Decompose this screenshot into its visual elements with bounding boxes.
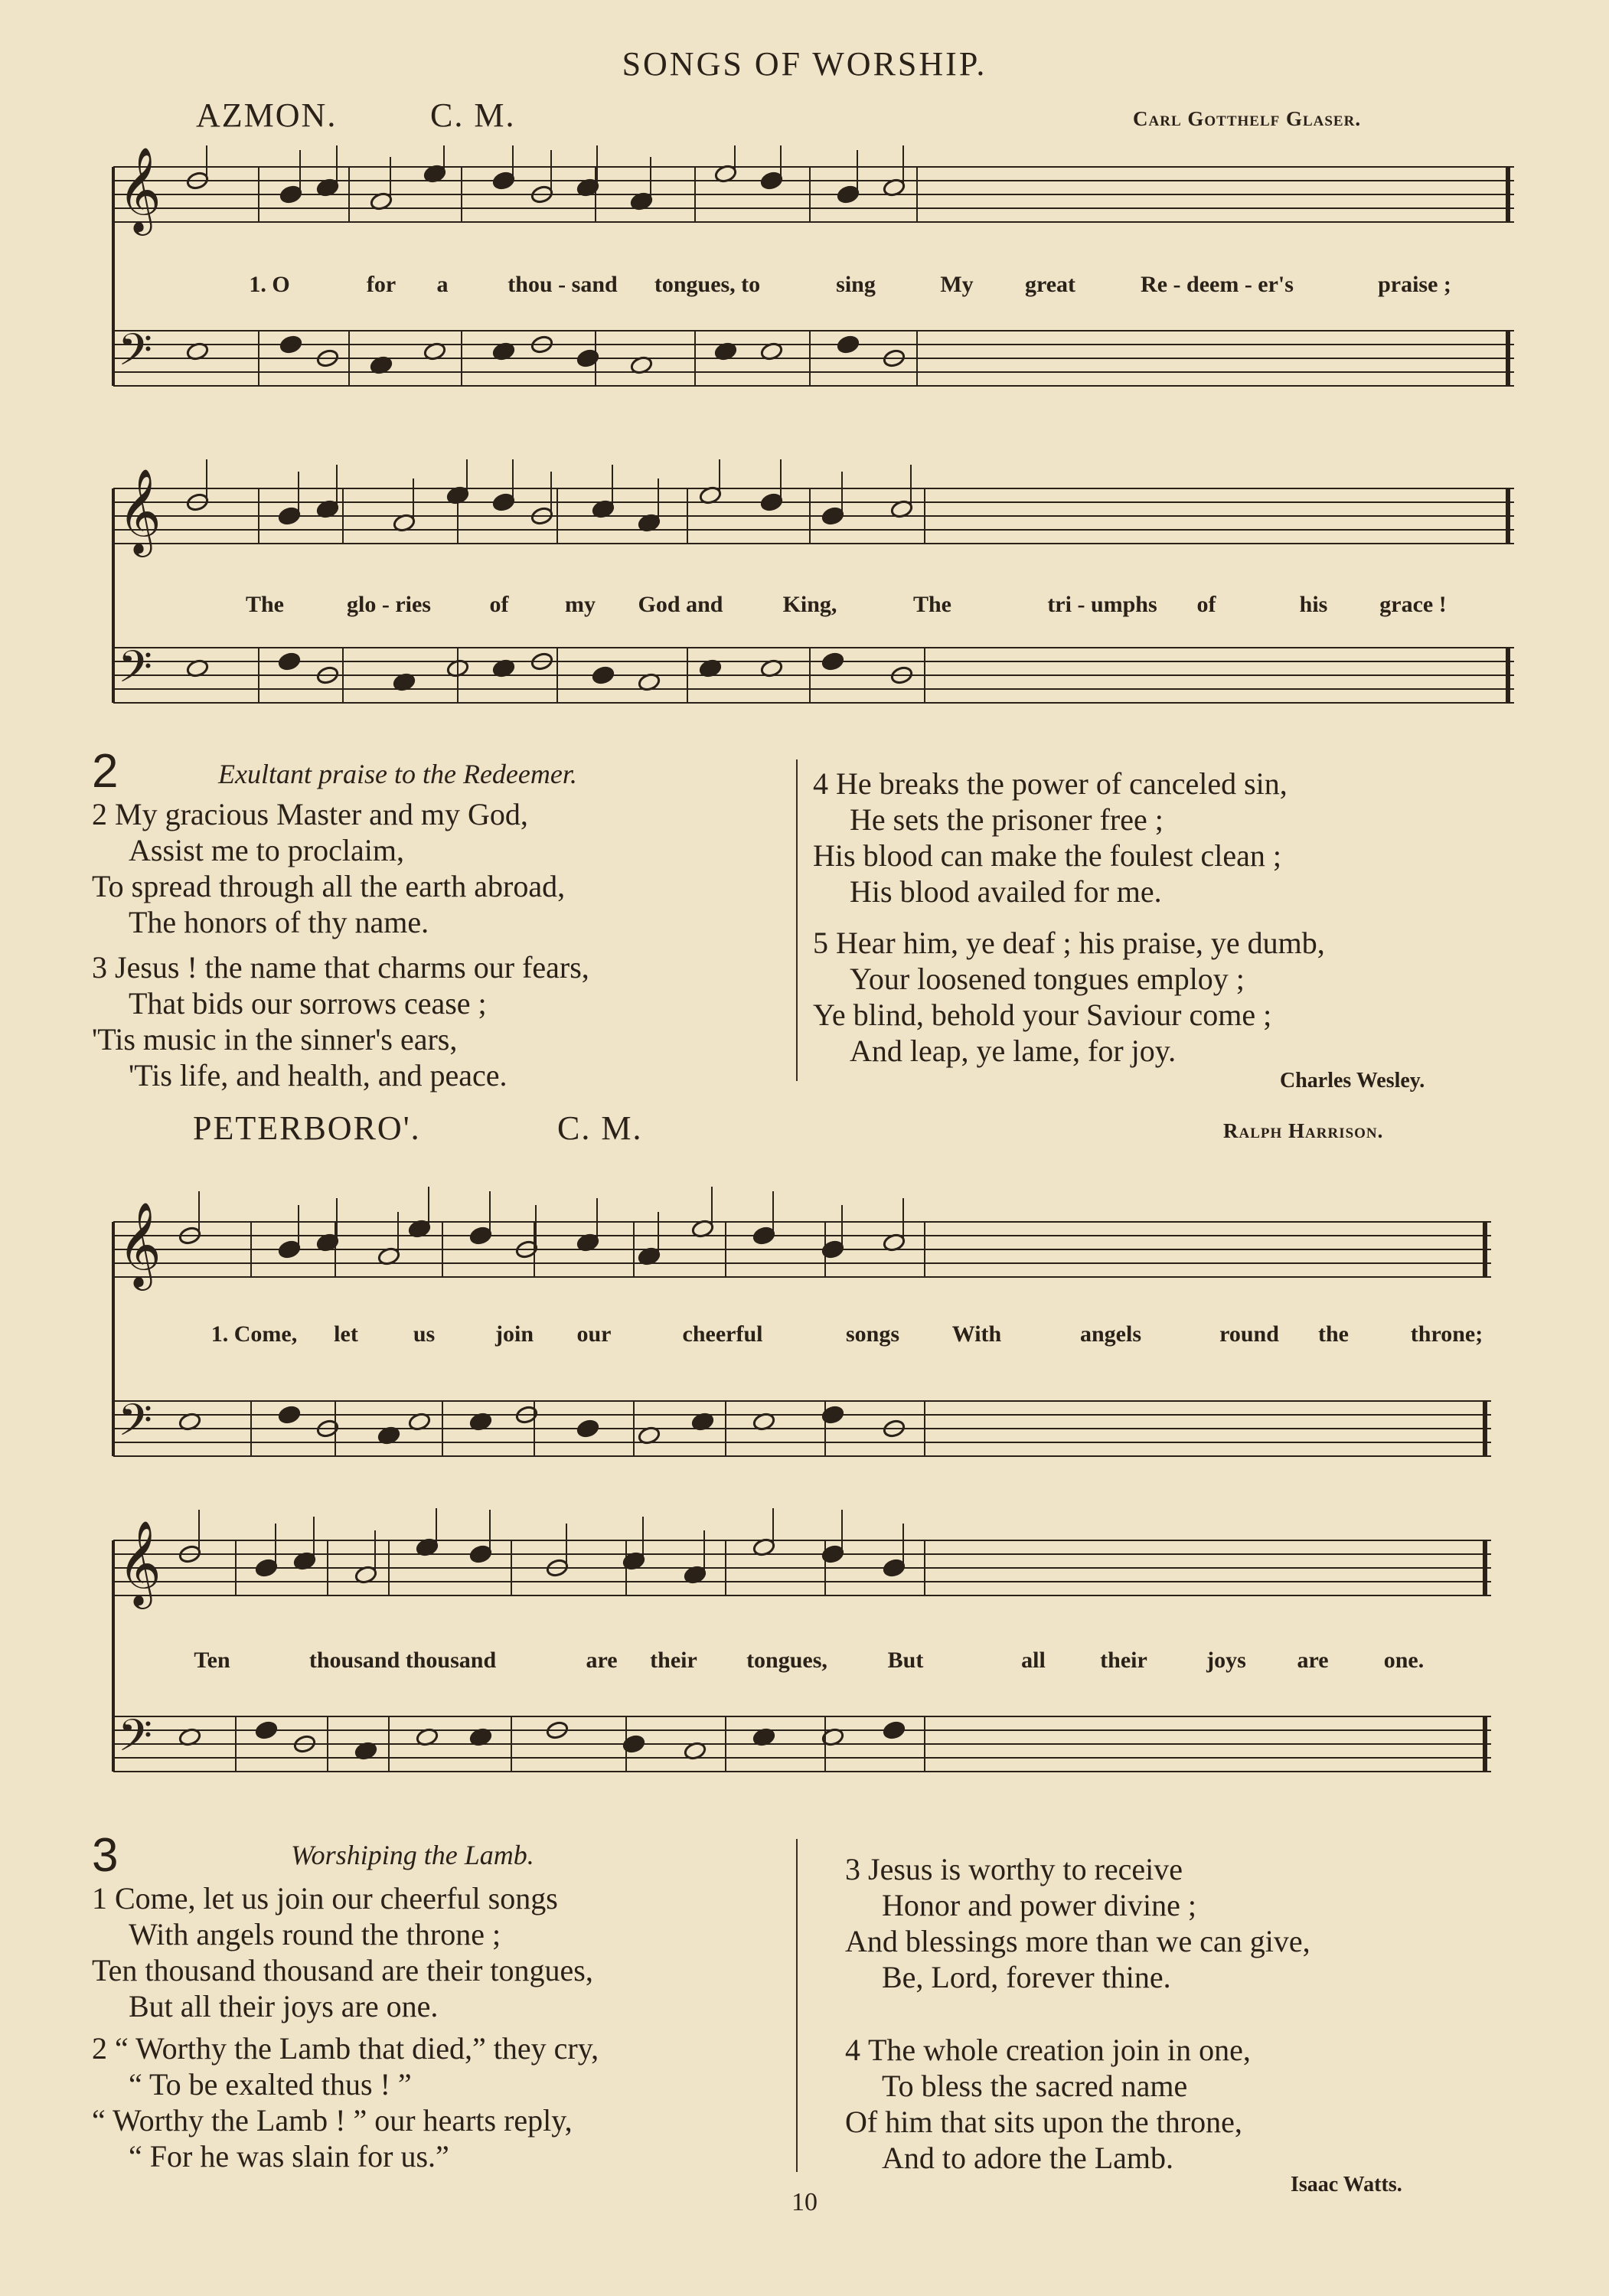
- lyric: 1. Come,: [211, 1321, 298, 1347]
- hymn3-stanza-1: [92, 1880, 593, 2024]
- column-divider: [796, 1839, 798, 2172]
- lyric: With: [951, 1321, 1002, 1347]
- notehead: [492, 171, 516, 191]
- treble-clef-icon: 𝄞: [118, 468, 162, 554]
- notehead: [255, 1720, 279, 1740]
- hymn2-author: Charles Wesley.: [1280, 1069, 1425, 1092]
- hymn3-author: Isaac Watts.: [1291, 2173, 1402, 2196]
- stanza-line: To bless the sacred name: [882, 2069, 1188, 2103]
- lyric: of: [489, 592, 509, 617]
- hymn3-subtitle: Worshiping the Lamb.: [291, 1840, 534, 1870]
- notehead: [883, 1558, 906, 1578]
- hymn2-number: 2: [92, 745, 119, 798]
- tune2-name: PETERBORO'.: [193, 1109, 421, 1147]
- stanza-line: And to adore the Lamb.: [882, 2141, 1173, 2175]
- lyric: tongues,: [746, 1648, 827, 1673]
- lyric: are: [1297, 1648, 1329, 1673]
- hymn2-subtitle: Exultant praise to the Redeemer.: [218, 759, 577, 789]
- notehead: [760, 492, 784, 512]
- lyric: My: [940, 272, 974, 297]
- stanza-line: Assist me to proclaim,: [129, 833, 404, 867]
- lyric: great: [1024, 272, 1076, 297]
- notehead: [576, 1419, 600, 1439]
- notehead: [469, 1544, 493, 1564]
- tune2-lyrics-line1: [0, 1321, 1609, 1352]
- treble-clef-icon: 𝄞: [118, 1520, 162, 1605]
- stanza-line: [813, 925, 1325, 961]
- lyric: tri - umphs: [1047, 592, 1157, 617]
- lyric: throne;: [1410, 1321, 1483, 1347]
- tune1-meter: C. M.: [430, 96, 516, 134]
- stanza-number: 1: [92, 1881, 107, 1916]
- lyric: the: [1318, 1321, 1349, 1347]
- stanza-text: Jesus is worthy to receive: [868, 1852, 1183, 1886]
- stanza-number: 5: [813, 926, 828, 960]
- lyric: glo - ries: [347, 592, 431, 617]
- stanza-text: “ Worthy the Lamb that died,” they cry,: [115, 2031, 599, 2066]
- page-number: 10: [791, 2188, 818, 2216]
- stanza-line: His blood availed for me.: [850, 874, 1162, 909]
- notehead: [492, 492, 516, 512]
- hymn2-stanza-2: [92, 796, 565, 940]
- notehead: [278, 652, 302, 671]
- stanza-text: The whole creation join in one,: [868, 2033, 1251, 2067]
- stanza-line: And leap, ye lame, for joy.: [850, 1034, 1177, 1068]
- lyric: our: [576, 1321, 612, 1347]
- notehead: [821, 506, 845, 526]
- stanza-line: With angels round the throne ;: [129, 1917, 501, 1951]
- stanza-line: [92, 1880, 593, 1916]
- notehead: [469, 1226, 493, 1246]
- notehead: [752, 1226, 776, 1246]
- stanza-number: 4: [845, 2033, 860, 2067]
- lyric: cheerful: [682, 1321, 763, 1347]
- lyric: his: [1299, 592, 1328, 617]
- stanza-line: [845, 2032, 1251, 2068]
- treble-clef-icon: 𝄞: [118, 1201, 162, 1287]
- lyric: sing: [836, 272, 876, 297]
- stanza-line: Be, Lord, forever thine.: [882, 1960, 1171, 1994]
- lyric: God and: [638, 592, 723, 617]
- lyric: of: [1196, 592, 1216, 617]
- lyric: praise ;: [1378, 272, 1451, 297]
- lyric: for: [366, 272, 397, 297]
- notehead: [837, 185, 860, 204]
- stanza-line: [92, 2030, 599, 2066]
- stanza-line: [845, 1851, 1310, 1887]
- tune2-meter: C. M.: [557, 1109, 643, 1147]
- lyric: Ten: [194, 1648, 230, 1673]
- notehead: [278, 506, 302, 526]
- stanza-line: But all their joys are one.: [129, 1989, 439, 2023]
- stanza-line: “ To be exalted thus ! ”: [129, 2067, 412, 2102]
- hymn3-number: 3: [92, 1829, 119, 1882]
- lyric: King,: [782, 592, 837, 617]
- stanza-line: The honors of thy name.: [129, 905, 429, 939]
- notehead: [592, 665, 615, 685]
- notehead: [278, 1239, 302, 1259]
- stanza-line: Ye blind, behold your Saviour come ;: [813, 998, 1272, 1032]
- lyric: us: [413, 1321, 436, 1347]
- lyric: round: [1219, 1321, 1279, 1347]
- tune1-lyrics-line1: [0, 272, 1609, 302]
- lyric: let: [334, 1321, 358, 1347]
- stanza-line: To spread through all the earth abroad,: [92, 869, 566, 903]
- tune2-composer: Ralph Harrison.: [1223, 1119, 1384, 1142]
- notehead: [837, 335, 860, 354]
- page-title: SONGS OF WORSHIP.: [622, 45, 987, 83]
- bass-clef-icon: 𝄢: [118, 641, 153, 704]
- lyric: joys: [1206, 1648, 1246, 1673]
- notehead: [821, 652, 845, 671]
- lyric: songs: [845, 1321, 900, 1347]
- stanza-number: 2: [92, 797, 107, 831]
- stanza-line: He sets the prisoner free ;: [850, 802, 1164, 837]
- stanza-text: My gracious Master and my God,: [115, 797, 528, 831]
- stanza-line: His blood can make the foulest clean ;: [813, 838, 1282, 873]
- stanza-line: “ Worthy the Lamb ! ” our hearts reply,: [92, 2103, 573, 2138]
- stanza-line: Ten thousand thousand are their tongues,: [92, 1953, 593, 1987]
- stanza-line: Honor and power divine ;: [882, 1888, 1197, 1922]
- lyric: But: [887, 1648, 924, 1673]
- lyric: join: [494, 1321, 534, 1347]
- lyric: tongues, to: [654, 272, 761, 297]
- stanza-line: [813, 766, 1288, 802]
- notehead: [278, 1405, 302, 1425]
- hymn2-stanza-3: [92, 949, 589, 1093]
- bass-clef-icon: 𝄢: [118, 324, 153, 387]
- lyric: are: [586, 1648, 618, 1673]
- lyric: all: [1021, 1648, 1046, 1673]
- stanza-line: Of him that sits upon the throne,: [845, 2105, 1242, 2139]
- stanza-number: 3: [92, 950, 107, 985]
- stanza-line: [92, 796, 565, 832]
- stanza-line: [92, 949, 589, 985]
- stanza-number: 3: [845, 1852, 860, 1886]
- stanza-line: Your loosened tongues employ ;: [850, 962, 1245, 996]
- treble-clef-icon: 𝄞: [118, 146, 162, 232]
- bass-clef-icon: 𝄢: [118, 1394, 153, 1457]
- lyric: The: [912, 592, 952, 617]
- lyric: one.: [1383, 1648, 1425, 1673]
- lyric: their: [650, 1648, 697, 1673]
- stanza-text: Hear him, ye deaf ; his praise, ye dumb,: [836, 926, 1325, 960]
- notehead: [279, 185, 303, 204]
- notehead: [760, 171, 784, 191]
- tune2-lyrics-line2: [0, 1648, 1609, 1678]
- hymn2-stanza-4: [813, 766, 1288, 910]
- hymn3-stanza-3: [845, 1851, 1310, 1995]
- lyric: grace !: [1379, 592, 1447, 617]
- lyric: their: [1100, 1648, 1147, 1673]
- lyric: my: [565, 592, 596, 617]
- lyric: Re - deem - er's: [1141, 272, 1294, 297]
- stanza-line: 'Tis life, and health, and peace.: [129, 1058, 508, 1092]
- stanza-number: 4: [813, 766, 828, 801]
- hymn2-stanza-5: [813, 925, 1325, 1069]
- lyric: thousand thousand: [308, 1648, 497, 1673]
- tune1-lyrics-line2: [0, 592, 1609, 622]
- stanza-line: 'Tis music in the sinner's ears,: [92, 1022, 458, 1057]
- stanza-line: That bids our sorrows cease ;: [129, 986, 487, 1021]
- hymn3-stanza-4: [845, 2032, 1251, 2176]
- stanza-text: He breaks the power of canceled sin,: [836, 766, 1288, 801]
- stanza-text: Jesus ! the name that charms our fears,: [115, 950, 589, 985]
- lyric: a: [436, 272, 449, 297]
- lyric: angels: [1079, 1321, 1142, 1347]
- stanza-line: “ For he was slain for us.”: [129, 2139, 449, 2174]
- column-divider: [796, 759, 798, 1081]
- tune1-composer: Carl Gotthelf Glaser.: [1133, 107, 1362, 130]
- notehead: [255, 1558, 279, 1578]
- lyric: The: [245, 592, 285, 617]
- bass-clef-icon: 𝄢: [118, 1710, 153, 1772]
- stanza-text: Come, let us join our cheerful songs: [115, 1881, 558, 1916]
- notehead: [279, 335, 303, 354]
- tune1-name: AZMON.: [196, 96, 338, 134]
- stanza-line: And blessings more than we can give,: [845, 1924, 1310, 1958]
- hymn3-stanza-2: [92, 2030, 599, 2174]
- lyric: 1. O: [249, 272, 290, 297]
- notehead: [883, 1720, 906, 1740]
- lyric: thou - sand: [508, 272, 618, 297]
- stanza-number: 2: [92, 2031, 107, 2066]
